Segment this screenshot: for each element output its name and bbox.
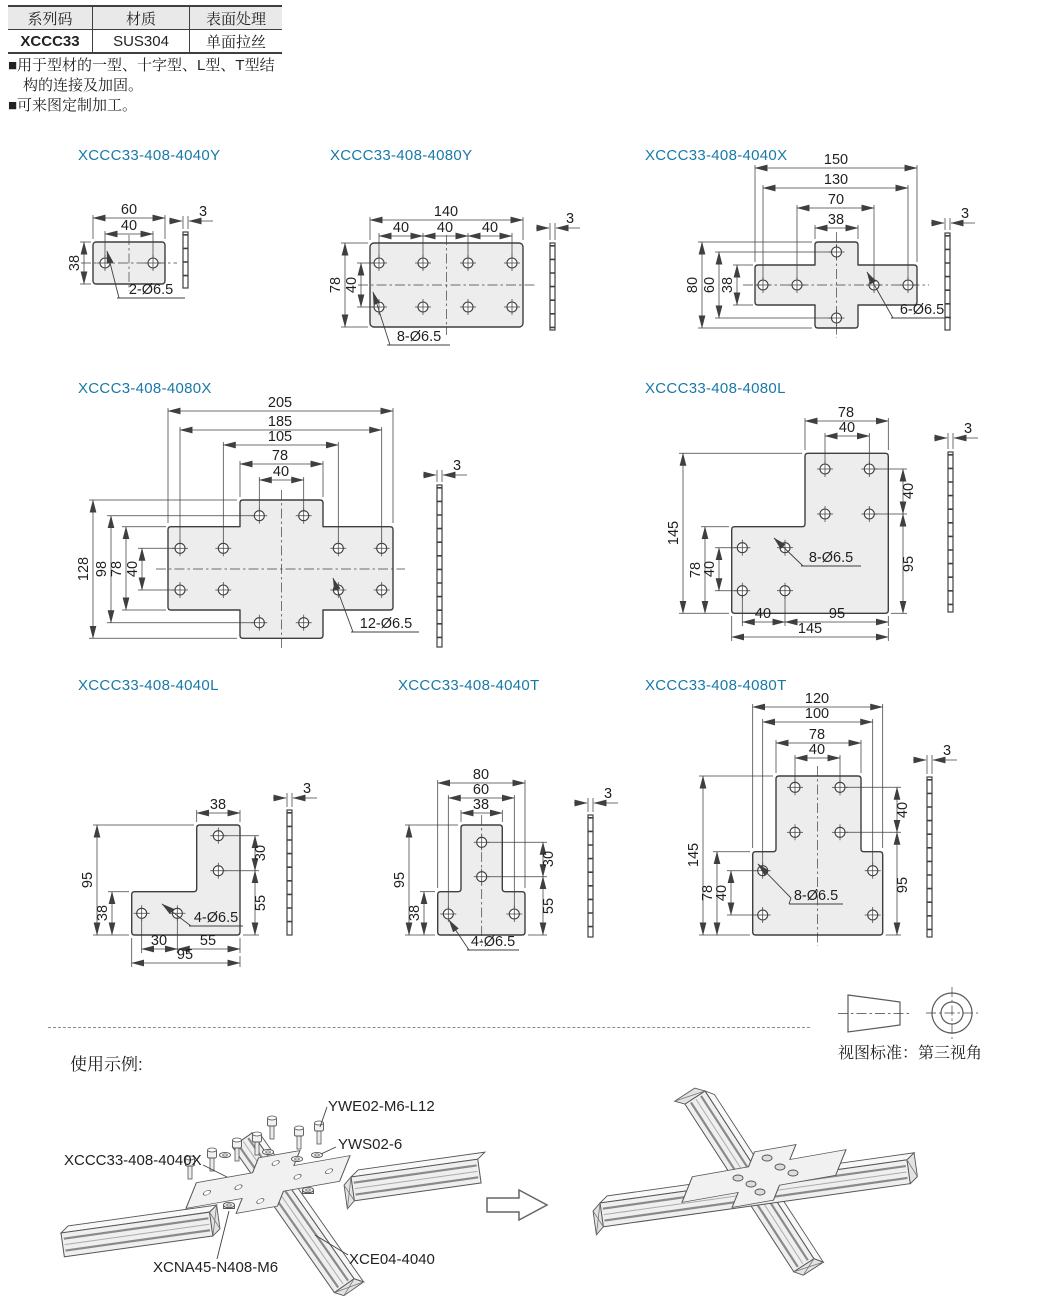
dim-label: 40 <box>392 220 410 236</box>
nut <box>224 1202 235 1208</box>
dim-label: 95 <box>80 871 96 889</box>
dim-label: 55 <box>541 897 557 915</box>
thickness-label: 3 <box>942 743 952 759</box>
dim-label: 128 <box>76 556 92 582</box>
drawing-title-4040x: XCCC33-408-4040X <box>645 147 788 164</box>
hole-callout: 6-Ø6.5 <box>899 302 945 318</box>
spec-surface: 单面拉丝 <box>190 30 283 54</box>
dim-label: 78 <box>700 884 716 902</box>
thickness-label: 3 <box>302 781 312 797</box>
usage-notes <box>8 56 275 116</box>
washer <box>220 1152 231 1157</box>
spec-value-row <box>8 30 282 54</box>
dim-label: 55 <box>199 933 217 949</box>
dim-label: 38 <box>472 797 490 813</box>
spec-table <box>8 5 282 54</box>
dim-label: 40 <box>481 220 499 236</box>
nut <box>303 1187 314 1193</box>
drawing-title-4080y: XCCC33-408-4080Y <box>330 147 473 164</box>
spec-material: SUS304 <box>93 30 190 54</box>
dim-label: 40 <box>436 220 454 236</box>
dim-label: 60 <box>120 202 138 218</box>
drawing-title-4040l: XCCC33-408-4040L <box>78 677 219 694</box>
dim-label: 98 <box>94 560 110 578</box>
label-plate: XCCC33-408-4040X <box>64 1152 202 1169</box>
hole-callout: 12-Ø6.5 <box>359 616 413 632</box>
drawing-4040t <box>392 690 645 995</box>
dim-label: 60 <box>472 782 490 798</box>
hole-callout: 8-Ø6.5 <box>808 550 854 566</box>
thickness-label: 3 <box>198 204 208 220</box>
drawing-4040x <box>645 152 1015 370</box>
third-angle-symbol <box>830 985 1030 1045</box>
dim-label: 38 <box>95 904 111 922</box>
dim-label: 95 <box>176 947 194 963</box>
extrusion-right <box>342 1152 490 1209</box>
dim-label: 40 <box>895 801 911 819</box>
dim-label: 95 <box>901 555 917 573</box>
dim-label: 150 <box>823 152 849 168</box>
extrusion-left <box>60 1205 221 1257</box>
washer <box>292 1156 303 1161</box>
dim-label: 145 <box>797 621 823 637</box>
dim-label: 80 <box>472 767 490 783</box>
drawing-4080t <box>645 690 1044 995</box>
label-screw: YWE02-M6-L12 <box>328 1098 435 1115</box>
svg-defs <box>0 0 2 2</box>
spec-header-material: 材质 <box>93 6 190 30</box>
dim-label: 120 <box>804 691 830 707</box>
washer <box>263 1149 274 1154</box>
drawing-4040y <box>67 195 310 335</box>
label-nut: XCNA45-N408-M6 <box>153 1259 279 1276</box>
dim-label: 55 <box>253 894 269 912</box>
screw <box>315 1121 324 1144</box>
dim-label: 78 <box>837 405 855 421</box>
thickness-label: 3 <box>963 421 973 437</box>
dim-label: 78 <box>688 561 704 579</box>
dim-label: 40 <box>125 560 141 578</box>
dim-label: 30 <box>150 933 168 949</box>
drawing-4080l <box>645 380 1044 675</box>
spec-header-surface: 表面处理 <box>190 6 283 30</box>
hole-callout: 8-Ø6.5 <box>396 329 442 345</box>
dim-label: 105 <box>267 429 293 445</box>
view-standard-label: 视图标准：第三视角 <box>838 1045 983 1062</box>
dim-label: 30 <box>253 844 269 862</box>
label-extrusion: XCE04-4040 <box>349 1251 435 1268</box>
dim-label: 80 <box>685 276 701 294</box>
thickness-label: 3 <box>960 206 970 222</box>
dim-label: 95 <box>828 606 846 622</box>
washer <box>312 1152 323 1157</box>
usage-heading: 使用示例: <box>70 1055 143 1074</box>
section-divider <box>48 1027 810 1028</box>
dim-label: 38 <box>720 276 736 294</box>
dim-label: 40 <box>714 884 730 902</box>
dim-label: 40 <box>272 464 290 480</box>
note-line: ■可来图定制加工。 <box>8 97 138 114</box>
thickness-label: 3 <box>603 786 613 802</box>
dim-label: 145 <box>666 520 682 546</box>
spec-header-series: 系列码 <box>8 6 93 30</box>
drawing-title-4080x: XCCC3-408-4080X <box>78 380 212 397</box>
dim-label: 78 <box>109 560 125 578</box>
dim-label: 145 <box>686 842 702 868</box>
dim-label: 40 <box>838 420 856 436</box>
dim-label: 185 <box>267 414 293 430</box>
dim-label: 95 <box>392 871 408 889</box>
dim-label: 78 <box>328 276 344 294</box>
dim-label: 40 <box>702 560 718 578</box>
spec-series-code: XCCC33 <box>20 32 80 50</box>
dim-label: 205 <box>267 395 293 411</box>
drawing-title-4040y: XCCC33-408-4040Y <box>78 147 221 164</box>
dim-label: 140 <box>433 204 459 220</box>
thickness-label: 3 <box>452 458 462 474</box>
dim-label: 40 <box>754 606 772 622</box>
note-line: 构的连接及加固。 <box>23 77 144 94</box>
dim-label: 95 <box>895 876 911 894</box>
drawing-title-4080t: XCCC33-408-4080T <box>645 677 787 694</box>
thickness-label: 3 <box>565 211 575 227</box>
hole-callout: 4-Ø6.5 <box>193 910 239 926</box>
screw <box>268 1116 277 1139</box>
dim-label: 130 <box>823 172 849 188</box>
label-washer: YWS02-6 <box>338 1136 403 1153</box>
dim-label: 70 <box>827 192 845 208</box>
dim-label: 40 <box>808 742 826 758</box>
drawing-title-4080l: XCCC33-408-4080L <box>645 380 786 397</box>
dim-label: 38 <box>67 254 83 272</box>
hole-callout: 2-Ø6.5 <box>128 282 174 298</box>
screw <box>295 1126 304 1149</box>
drawing-4080x <box>75 380 540 675</box>
dim-label: 60 <box>702 276 718 294</box>
dim-label: 100 <box>804 706 830 722</box>
hole-callout: 8-Ø6.5 <box>793 888 839 904</box>
spec-header-row <box>8 6 282 30</box>
hole-callout: 4-Ø6.5 <box>470 934 516 950</box>
dim-label: 78 <box>271 448 289 464</box>
dim-label: 38 <box>407 904 423 922</box>
dim-label: 30 <box>541 850 557 868</box>
dim-label: 78 <box>808 727 826 743</box>
note-line: ■用于型材的一型、十字型、L型、T型结 <box>8 57 275 74</box>
drawing-4080y <box>330 195 600 365</box>
drawing-4040l <box>75 690 345 995</box>
dim-label: 38 <box>827 212 845 228</box>
assembled-view <box>545 1085 1025 1305</box>
dim-label: 38 <box>209 797 227 813</box>
transition-arrow-icon <box>486 1188 550 1222</box>
dim-label: 40 <box>344 276 360 294</box>
drawing-title-4040t: XCCC33-408-4040T <box>398 677 540 694</box>
dim-label: 40 <box>120 218 138 234</box>
dim-label: 40 <box>901 482 917 500</box>
